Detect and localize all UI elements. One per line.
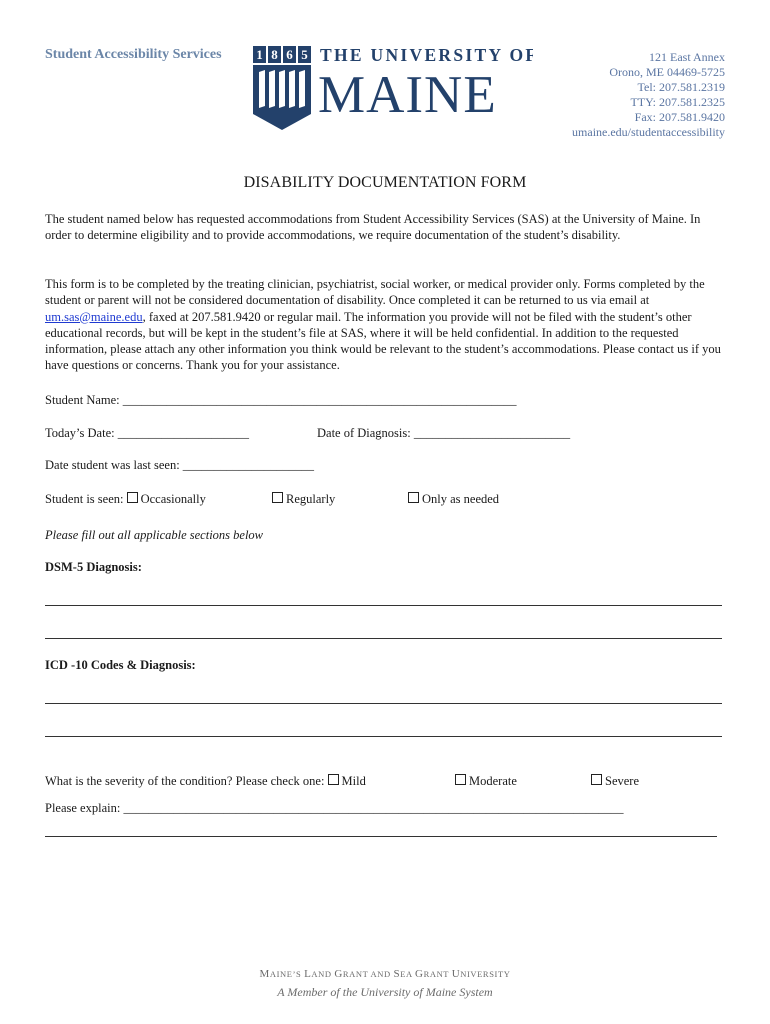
explain-answer-line[interactable]	[45, 836, 717, 837]
icd-answer-line-1[interactable]	[45, 703, 722, 704]
regularly-checkbox[interactable]	[272, 492, 283, 503]
footer-system-member: A Member of the University of Maine System	[277, 985, 493, 999]
address-fax: Fax: 207.581.9420	[634, 110, 725, 124]
footer-tagline-part: AND	[311, 969, 335, 979]
logo-year-digit: 8	[271, 47, 278, 62]
address-city: Orono, ME 04469-5725	[609, 65, 725, 79]
as-needed-checkbox[interactable]	[408, 492, 419, 503]
section-instruction: Please fill out all applicable sections below	[45, 528, 264, 542]
severe-option	[591, 774, 639, 789]
contact-address	[572, 50, 725, 140]
mild-checkbox[interactable]	[328, 774, 339, 785]
intro-paragraph-2-text: This form is to be completed by the treating clinician, psychiatrist, social worker, or medical provider only. Forms completed by the student or parent will not be considered documentation of disability. Once completed it can be returned to us via email at	[45, 277, 705, 308]
date-of-diagnosis-field[interactable]: Date of Diagnosis: _________________________	[317, 426, 571, 440]
regularly-label: Regularly	[286, 492, 336, 506]
logo-main-text: MAINE	[318, 66, 497, 124]
occasionally-checkbox[interactable]	[127, 492, 138, 503]
footer-tagline-part: NIVERSITY	[460, 969, 511, 979]
severe-checkbox[interactable]	[591, 774, 602, 785]
icd-answer-line-2[interactable]	[45, 736, 722, 737]
as-needed-label: Only as needed	[422, 492, 500, 506]
as-needed-option	[408, 492, 499, 507]
severity-label: What is the severity of the condition? Please check one:	[45, 774, 328, 788]
address-tty: TTY: 207.581.2325	[630, 95, 725, 109]
footer-tagline	[0, 968, 770, 980]
footer-tagline-part: L	[304, 968, 312, 980]
last-seen-field[interactable]: Date student was last seen: _____________________	[45, 458, 315, 472]
logo-year-digit: 1	[256, 47, 263, 62]
address-line: 121 East Annex	[649, 50, 725, 64]
seen-label: Student is seen:	[45, 492, 127, 506]
footer-tagline-part: S	[393, 968, 401, 980]
moderate-checkbox[interactable]	[455, 774, 466, 785]
footer-tagline-part: U	[451, 968, 461, 980]
severe-label: Severe	[605, 774, 640, 788]
intro-paragraph-2-text: , faxed at 207.581.9420 or regular mail. The information you provide will not be filed with the student’s other educational records, but will be kept in the student’s file at SAS, where it will be held confidential. In addition to the requested information, please attach any other information you think would be relevant to the student’s accommodations. Please contact us if you have questions or concerns. Thank you for your assistance.	[45, 309, 721, 373]
footer-tagline-part: RANT AND	[342, 969, 394, 979]
dsm-answer-line-1[interactable]	[45, 605, 722, 606]
intro-paragraph-1: The student named below has requested accommodations from Student Accessibility Services (SAS) at the University of Maine. In order to determine eligibility and to provide accommodations, we require documentation of the student’s disability.	[45, 212, 701, 243]
mild-label: Mild	[341, 774, 366, 788]
explain-field[interactable]: Please explain: ________________________________________________________________________________	[45, 801, 624, 815]
moderate-option	[455, 774, 517, 789]
university-logo-graphic	[253, 44, 533, 134]
email-link[interactable]: um.sas@maine.edu	[45, 309, 143, 324]
moderate-label: Moderate	[469, 774, 517, 788]
dsm-heading: DSM-5 Diagnosis:	[45, 560, 142, 574]
footer-tagline-part: M	[259, 968, 270, 980]
seen-frequency-row	[45, 492, 206, 507]
dsm-answer-line-2[interactable]	[45, 638, 722, 639]
logo-top-text: THE UNIVERSITY OF	[320, 45, 533, 65]
footer-tagline-part: AINE’S	[269, 969, 305, 979]
footer-tagline-part: EA	[400, 969, 416, 979]
icd-heading: ICD -10 Codes & Diagnosis:	[45, 658, 196, 672]
regularly-option	[272, 492, 335, 507]
logo-year-digit: 6	[286, 47, 293, 62]
student-name-field[interactable]: Student Name: _______________________________________________________________	[45, 393, 517, 407]
department-name: Student Accessibility Services	[45, 47, 222, 62]
footer-tagline-part: RANT	[423, 969, 452, 979]
intro-paragraph-2	[45, 276, 725, 374]
todays-date-field[interactable]: Today’s Date: _____________________	[45, 426, 249, 440]
occasionally-label: Occasionally	[140, 492, 206, 506]
form-title: DISABILITY DOCUMENTATION FORM	[243, 174, 527, 191]
address-tel: Tel: 207.581.2319	[637, 80, 725, 94]
logo-year-digit: 5	[301, 47, 308, 62]
university-logo	[253, 44, 533, 134]
footer-tagline-part: G	[334, 968, 343, 980]
address-website: umaine.edu/studentaccessibility	[572, 125, 725, 139]
footer-tagline-part: G	[415, 968, 424, 980]
severity-row	[45, 774, 366, 789]
